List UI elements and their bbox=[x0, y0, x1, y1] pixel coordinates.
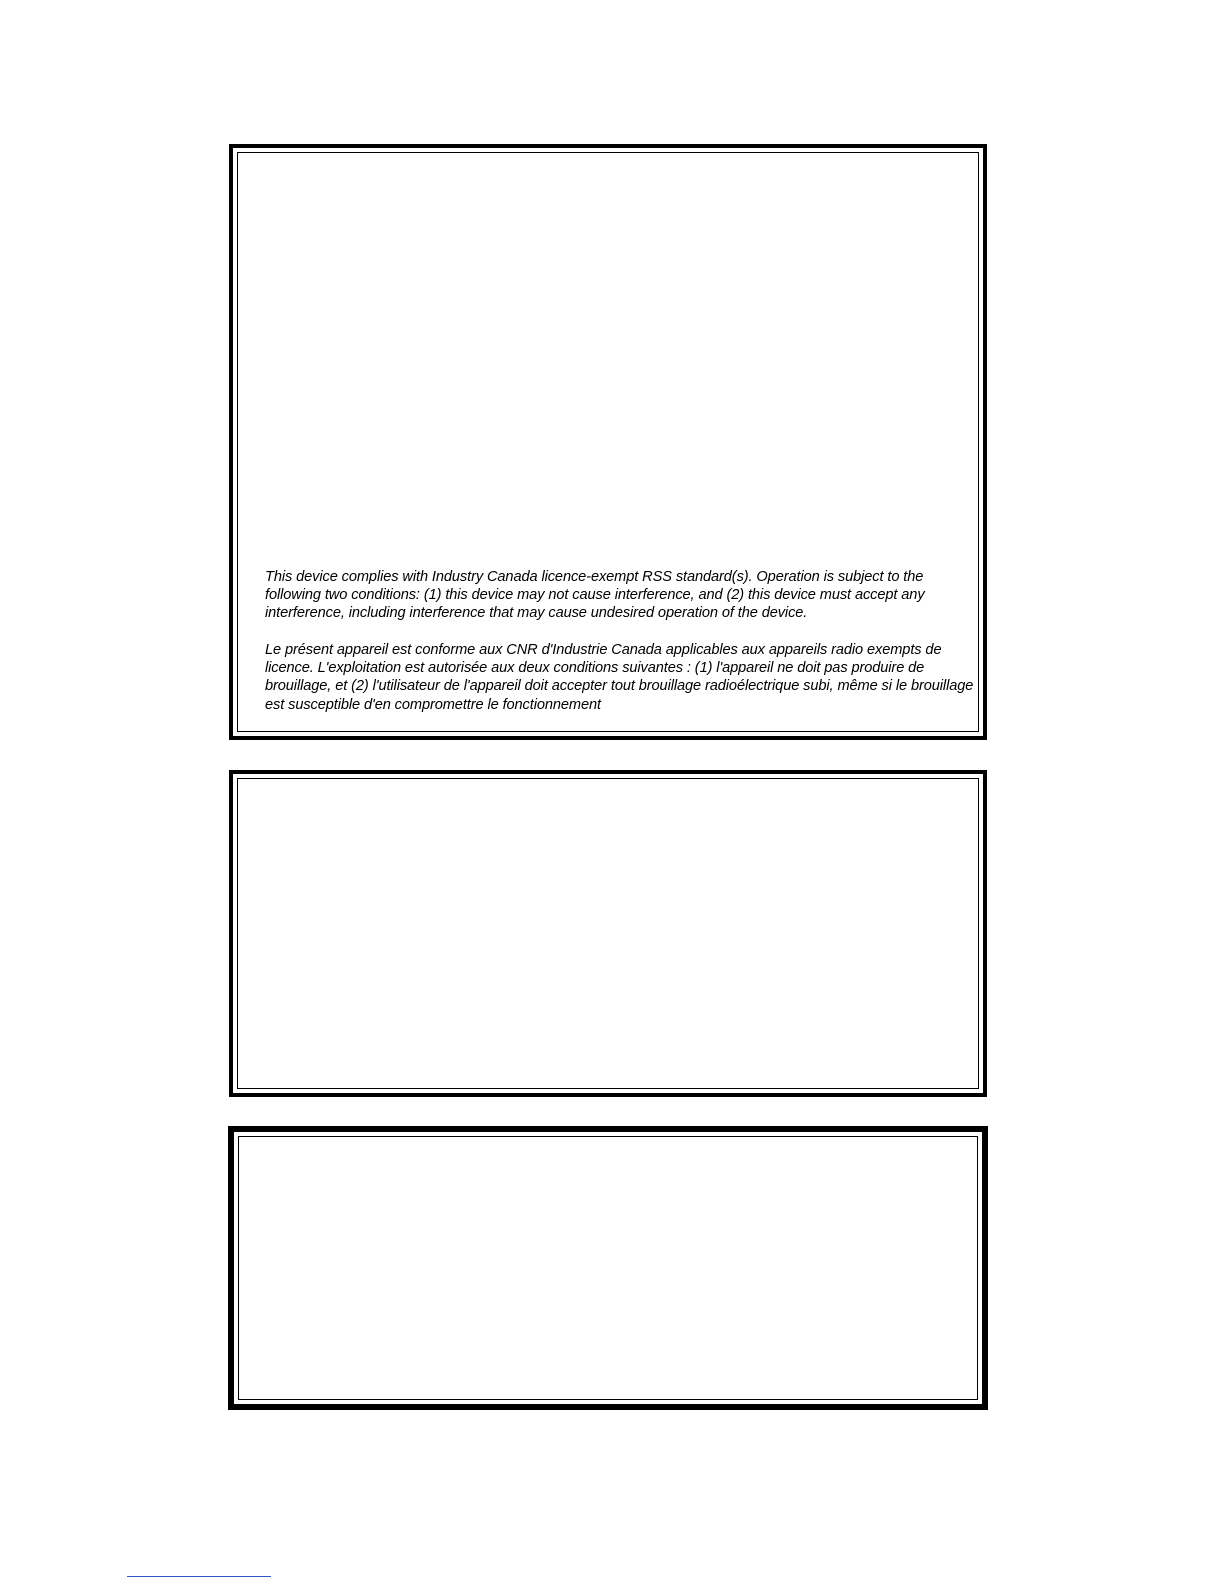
blank-notice-box bbox=[229, 770, 987, 1097]
inner-frame bbox=[237, 778, 979, 1089]
blank-notice-box-bold bbox=[228, 1126, 988, 1410]
inner-frame bbox=[238, 1136, 978, 1400]
compliance-notice-box bbox=[229, 144, 987, 740]
industry-canada-french-notice: Le présent appareil est conforme aux CNR d'Industrie Canada applicables aux appareils radio exempts de licence. L'exploitation est autorisée aux deux conditions suivantes : (1) l'appareil ne doit pas produire de brouillage, et (2) l'utilisateur de l'appareil doit accepter tout brouillage radioélectrique subi, même si le brouillage est susceptible d'en compromettre le fonctionnement bbox=[265, 642, 974, 713]
footnote-separator-line bbox=[127, 1576, 271, 1577]
industry-canada-english-notice: This device complies with Industry Canada licence-exempt RSS standard(s). Operation is subject to the following two conditions: (1) this device may not cause interference, and (2) this device must accept any interference, including interference that may cause undesired operation of the device. bbox=[265, 569, 925, 622]
